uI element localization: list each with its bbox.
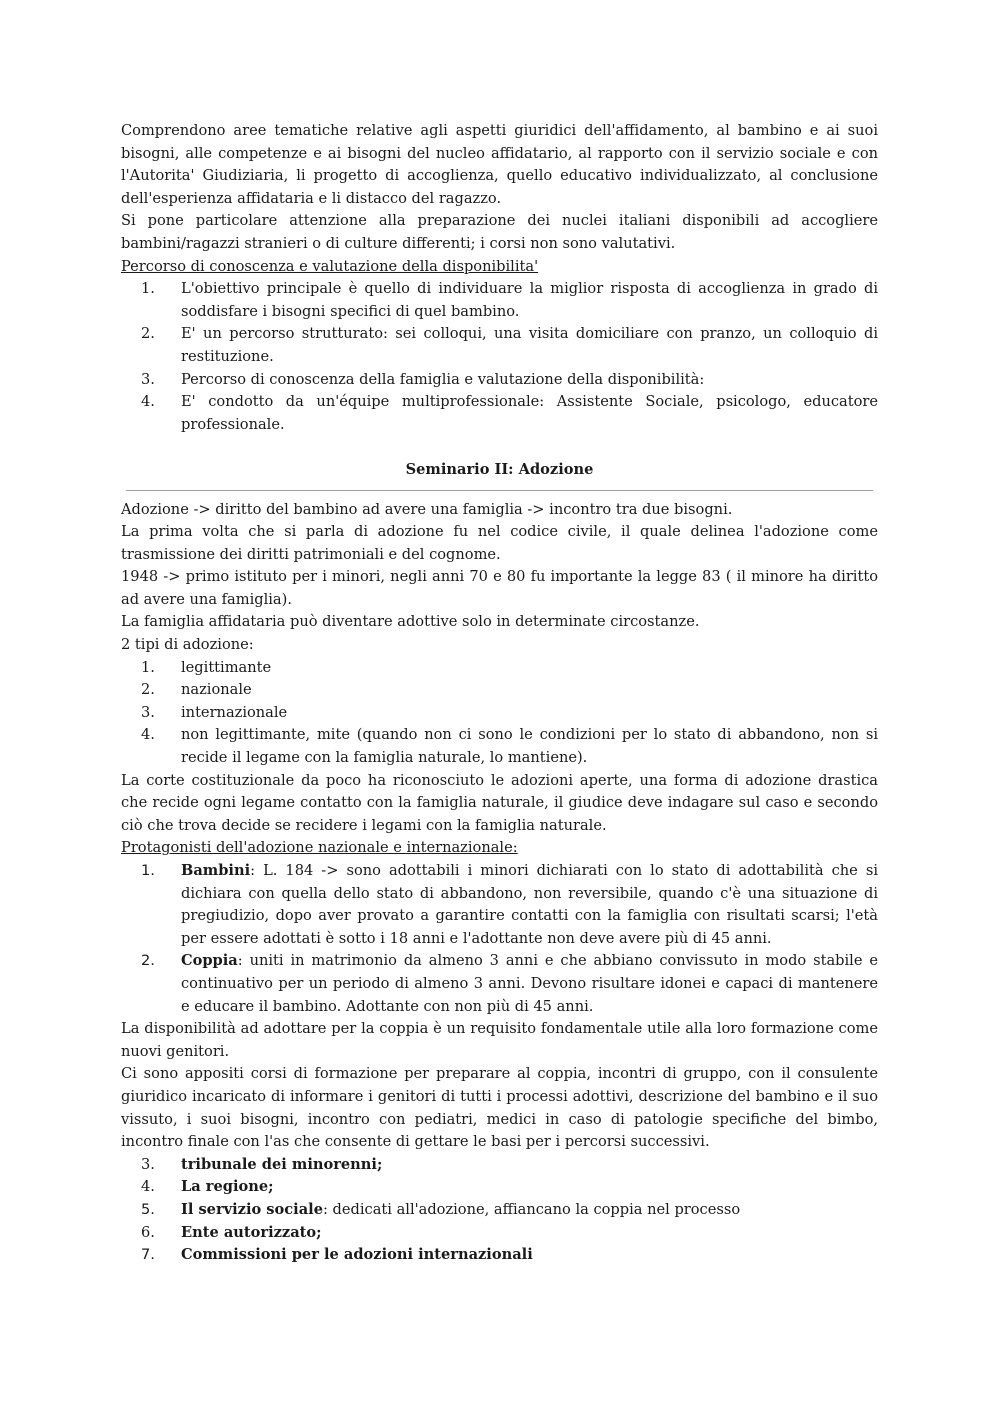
- list-number: 7.: [141, 1246, 155, 1264]
- list-item: [121, 860, 878, 950]
- list-item: [121, 391, 878, 436]
- heading-percorso: Percorso di conoscenza e valutazione della disponibilita': [121, 257, 539, 275]
- line-adozione-diritto: Adozione -> diritto del bambino ad avere una famiglia -> incontro tra due bisogni.: [121, 500, 733, 518]
- list-number: 3.: [141, 1155, 155, 1173]
- list-bold-term: tribunale dei minorenni;: [181, 1155, 383, 1173]
- list-item: [121, 369, 878, 392]
- list-item: [121, 1176, 878, 1199]
- list-number: 3.: [141, 703, 155, 721]
- list-item: [121, 950, 878, 1018]
- document-body: [121, 120, 878, 1267]
- list-number: 3.: [141, 370, 155, 388]
- list-item: [121, 1244, 878, 1267]
- list-number: 1.: [141, 280, 155, 298]
- list-item: [121, 724, 878, 769]
- list-text: : dedicati all'adozione, affiancano la coppia nel processo: [322, 1200, 741, 1218]
- section-title: Seminario II: Adozione: [405, 460, 594, 478]
- list-percorso: [121, 278, 878, 436]
- list-number: 4.: [141, 393, 155, 411]
- list-text: Percorso di conoscenza della famiglia e valutazione della disponibilità:: [181, 370, 705, 388]
- list-bold-term: Bambini: [181, 862, 251, 879]
- list-text: E' un percorso strutturato: sei colloqui, una visita domiciliare con pranzo, un colloquio di restituzione.: [181, 325, 878, 365]
- list-item: [121, 1199, 878, 1222]
- list-text: : uniti in matrimonio da almeno 3 anni e che abbiano convissuto in modo stabile e continuativo per un periodo di almeno 3 anni. Devono risultare idonei e capaci di mantenere e educare il bambino. Adottante con non più di 45 anni.: [181, 952, 878, 1015]
- heading-protagonisti: Protagonisti dell'adozione nazionale e internazionale:: [121, 839, 518, 857]
- list-bold-term: Commissioni per le adozioni internazionali: [181, 1246, 533, 1264]
- paragraph-corsi: Ci sono appositi corsi di formazione per preparare al coppia, incontri di gruppo, con il consulente giuridico incaricato di informare i genitori di tutti i processi adottivi, descrizione del bambino e il suo vissuto, i suoi bisogni, incontro con pediatri, medici in caso di patologie specifiche del bimbo, incontro finale con l'as che consente di gettare le basi per i percorsi successivi.: [121, 1065, 878, 1151]
- list-tipi-adozione: [121, 657, 878, 770]
- list-number: 2.: [141, 681, 155, 699]
- paragraph-corte-costituzionale: La corte costituzionale da poco ha riconosciuto le adozioni aperte, una forma di adozione drastica che recide ogni legame contatto con la famiglia naturale, il giudice deve indagare sul caso e secondo ciò che trova decide se recidere i legami con la famiglia naturale.: [121, 771, 878, 834]
- paragraph-disponibilita: La disponibilità ad adottare per la coppia è un requisito fondamentale utile alla loro formazione come nuovi genitori.: [121, 1020, 878, 1060]
- list-number: 2.: [141, 325, 155, 343]
- line-tipi-adozione: 2 tipi di adozione:: [121, 636, 254, 654]
- list-number: 5.: [141, 1200, 155, 1218]
- list-number: 4.: [141, 1178, 155, 1196]
- line-codice-civile: La prima volta che si parla di adozione fu nel codice civile, il quale delinea l'adozione come trasmissione dei diritti patrimoniali e del cognome.: [121, 523, 878, 563]
- list-item: [121, 278, 878, 323]
- list-bold-term: Il servizio sociale: [181, 1200, 323, 1218]
- list-text: nazionale: [181, 681, 252, 699]
- list-number: 4.: [141, 726, 155, 744]
- list-number: 1.: [141, 658, 155, 676]
- list-protagonisti: [121, 860, 878, 1018]
- list-text: internazionale: [181, 703, 288, 721]
- list-item: [121, 1222, 878, 1245]
- list-number: 6.: [141, 1223, 155, 1241]
- paragraph-aree-tematiche: Comprendono aree tematiche relative agli aspetti giuridici dell'affidamento, al bambino e ai suoi bisogni, alle competenze e ai bisogni del nucleo affidatario, al rapporto con il servizio sociale e con l'Autorita' Giudiziaria, li progetto di accoglienza, quello educativo individualizzato, al conclusione dell'esperienza affidataria e li distacco del ragazzo.: [121, 122, 878, 207]
- horizontal-rule: [126, 490, 873, 491]
- list-number: 1.: [141, 862, 155, 879]
- list-item: [121, 1154, 878, 1177]
- paragraph-preparazione: Si pone particolare attenzione alla preparazione dei nuclei italiani disponibili ad accogliere bambini/ragazzi stranieri o di culture differenti; i corsi non sono valutativi.: [121, 212, 878, 252]
- line-famiglia-affidataria: La famiglia affidataria può diventare adottive solo in determinate circostanze.: [121, 613, 700, 631]
- list-text: : L. 184 -> sono adottabili i minori dichiarati con lo stato di adottabilità che si dichiara con quella dello stato di abbandono, non reversibile, quando c'è una situazione di pregiudizio, dopo aver provato a garantire contatti con la famiglia con risultati scarsi; l'età per essere adottati è sotto i 18 anni e l'adottante non deve avere più di 45 anni.: [181, 862, 878, 947]
- list-number: 2.: [141, 952, 155, 970]
- list-text: legittimante: [181, 658, 272, 676]
- list-item: [121, 323, 878, 368]
- line-1948: 1948 -> primo istituto per i minori, negli anni 70 e 80 fu importante la legge 83 ( il minore ha diritto ad avere una famiglia).: [121, 568, 878, 608]
- list-text: L'obiettivo principale è quello di individuare la miglior risposta di accoglienza in grado di soddisfare i bisogni specifici di quel bambino.: [181, 280, 878, 320]
- list-item: [121, 657, 878, 680]
- list-item: [121, 702, 878, 725]
- list-text: non legittimante, mite (quando non ci sono le condizioni per lo stato di abbandono, non si recide il legame con la famiglia naturale, lo mantiene).: [181, 726, 878, 767]
- list-bold-term: Ente autorizzato;: [181, 1223, 322, 1241]
- list-protagonisti-continued: [121, 1154, 878, 1267]
- list-bold-term: Coppia: [181, 952, 238, 970]
- list-bold-term: La regione;: [181, 1178, 274, 1196]
- list-item: [121, 679, 878, 702]
- list-text: E' condotto da un'équipe multiprofessionale: Assistente Sociale, psicologo, educatore professionale.: [181, 393, 878, 433]
